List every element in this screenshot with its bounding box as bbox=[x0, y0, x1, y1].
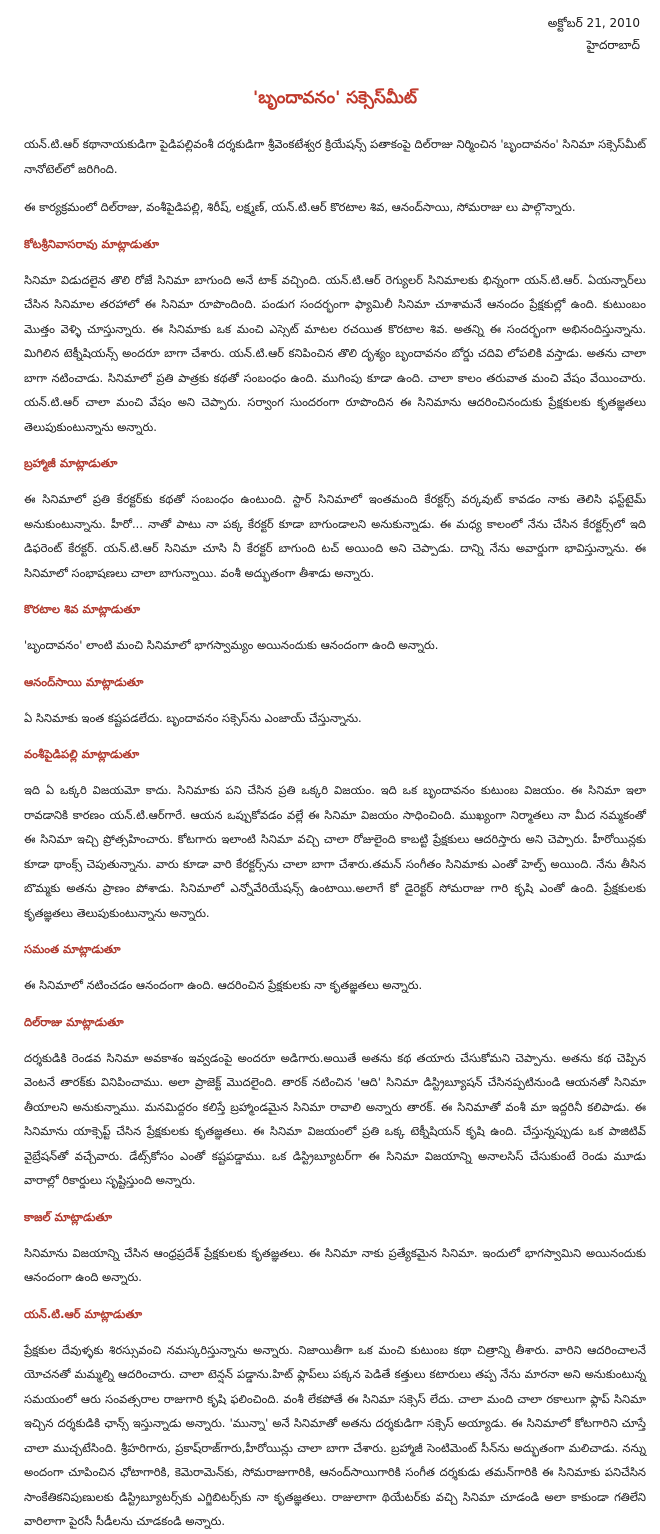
speech-section bbox=[24, 1304, 646, 1534]
speech-section bbox=[24, 132, 646, 220]
speech-section bbox=[24, 1012, 646, 1193]
body-paragraph: ఏ సినిమాకు ఇంత కష్టపడలేదు. బృందావనం సక్సెస్‌ను ఎంజాయ్ చేస్తున్నాను. bbox=[24, 710, 362, 725]
body-paragraph: సినిమాను విజయాన్ని చేసిన ఆంధ్రప్రదేశ్ ప్రేక్షకులకు కృతజ్ఞతలు. ఈ సినిమా నాకు ప్రత్యేకమైన సినిమా. ఇందులో భాగస్వామిని అయినందుకు ఆనందంగా ఉంది అన్నారు. bbox=[24, 1245, 646, 1284]
body-paragraph: ఈ సినిమాలో నటించడం ఆనందంగా ఉంది. ఆదరించిన ప్రేక్షకులకు నా కృతజ్ఞతలు అన్నారు. bbox=[24, 978, 423, 992]
speech-section bbox=[24, 939, 646, 998]
speech-section bbox=[24, 453, 646, 585]
speaker-heading: బ్రహ్మాజీ మాట్లాడుతూ bbox=[24, 456, 118, 470]
body-paragraph: ఇది ఏ ఒక్కరి విజయమో కాదు. సినిమాకు పని చేసిన ప్రతి ఒక్కరి విజయం. ఇది ఒక బృందావనం కుటుంబ విజయం. ఈ సినిమా ఇలా రావడానికి కారణం యన్.టి.ఆర్‌గారే. ఆయన ఒప్పుకోవడం వల్లే ఈ సినిమా విజయం సాధించింది. ముఖ్యంగా నిర్మాతలు నా మీద నమ్మకంతో ఈ సినిమా ఇచ్చి ప్రోత్సహించారు. కోటగారు ఇలాంటి సినిమా వచ్చి చాలా రోజులైంది కాబట్టి ప్రేక్షకులు ఆదరిస్తారు అని చెప్పారు. హీరోయిన్లకు కూడా థాంక్స్ చెపుతున్నాను. వారు కూడా వారి కేరక్టర్స్‌ను చాలా బాగా చేశారు.తమన్ సంగీతం సినిమాకు ఎంతో హెల్ప్ అయింది. నేను తీసిన బొమ్మకు అతను ప్రాణం పోశాడు. సినిమాలో ఎన్నోవేరియేషన్స్ ఉంటాయి.అలాగే కో డైరెక్టర్ సోమరాజు గారి కృషి ఎంతో ఉంది. ప్రేక్షకులకు కృతజ్ఞతలు తెలుపుకుంటున్నాను అన్నారు. bbox=[24, 783, 646, 920]
body-paragraph: ఈ కార్యక్రమంలో దిల్‌రాజు, వంశీపైడిపల్లి, శిరీష్, లక్ష్మణ్, యన్.టి.ఆర్ కొరటాల శివ, ఆనంద్‌సాయి, సోమరాజు లు పాల్గొన్నారు. bbox=[24, 200, 576, 214]
dateline bbox=[24, 12, 646, 56]
body-paragraph: దర్శకుడికి రెండవ సినిమా అవకాశం ఇవ్వడంపై అందరూ అడిగారు.అయితే అతను కథ తయారు చేసుకోమని చెప్పాను. అతను కథ చెప్పిన వెంటనే తారక్‌కు వినిపించాము. అలా ప్రాజెక్ట్ మొదలైంది. తారక్ నటించిన 'ఆది' సినిమా డిస్ట్రిబ్యూషన్ చేసినప్పటినుండి ఆయనతో సినిమా తీయాలని అనుకున్నాము. మనమిద్దరం కలిస్తే బ్రహ్మాండమైన సినిమా రావాలి అన్నారు తారక్. ఈ సినిమాతో వంశీ మా ఇద్దరినీ కలిపాడు. ఈ సినిమాను యాక్సెప్ట్ చేసిన ప్రేక్షకులకు కృతజ్ఞతలు. ఈ సినిమా విజయంలో ప్రతి ఒక్క టెక్నీషియన్ కృషి ఉంది. చేస్తున్నప్పుడు ఒక పాజిటివ్ వైబ్రేషన్‌తో వచ్చేవారు. డేట్స్‌కోసం ఎంతో కష్టపడ్డాము. ఒక డిస్ట్రిబ్యూటర్‌గా ఈ సినిమా విజయాన్ని అనాలసిస్ చేసుకుంటే రెండు మూడు వారాల్లో రికార్డులు సృష్టిస్తుంది అన్నారు. bbox=[24, 1050, 646, 1187]
speech-section bbox=[24, 599, 646, 658]
body-paragraph: యన్.టి.ఆర్ కథానాయకుడిగా పైడిపల్లివంశీ దర్శకుడిగా శ్రీవెంకటేశ్వర క్రియేషన్స్ పతాకంపై దిల్‌రాజు నిర్మించిన 'బృందావనం' సినిమా సక్సెస్‌మీట్ నానోటెల్‌లో జరిగింది. bbox=[24, 137, 646, 176]
speaker-heading: కొరటాల శివ మాట్లాడుతూ bbox=[24, 602, 141, 616]
speaker-heading: వంశీపైడిపల్లి మాట్లాడుతూ bbox=[24, 747, 140, 761]
speaker-heading: కోటశ్రీనివాసరావు మాట్లాడుతూ bbox=[24, 236, 160, 251]
body-paragraph: ప్రేక్షకుల దేవుళ్ళకు శిరస్సువంచి నమస్కరిస్తున్నాను అన్నారు. నిజాయితీగా ఒక మంచి కుటుంబ కథా చిత్రాన్ని తీశారు. వారిని ఆదరించాలనే యోచనతో మమ్మల్ని ఆదరించారు. చాలా టెన్షన్ పడ్డాను.హిట్ ఫ్లాప్‌లు పక్కన పెడితే కత్తులు కటారులు తప్ప నేను మారనా అని అనుకుంటున్న సమయంలో ఆరు సంవత్సరాల రాజుగారి కృషి ఫలించింది. వంశీ లేకపోతే ఈ సినిమా సక్సెస్ లేదు. చాలా మంది చాలా రకాలుగా ఫ్లాప్ సినిమా ఇచ్చిన దర్శకుడికి ఛాన్స్ ఇస్తున్నాడు అన్నారు. 'మున్నా' అనే సినిమాతో అతను దర్శకుడిగా సక్సెస్ అయ్యాడు. ఈ సినిమాలో కోటగారిని చూస్తే చాలా ముచ్చటేసింది. శ్రీహరిగారు, ప్రకాష్‌రాజ్‌గారు,హీరోయిన్లు చాలా బాగా చేశారు. బ్రహ్మాజీ సెంటిమెంట్ సీన్‌ను అద్భుతంగా మలిచాడు. నన్ను అందంగా చూపించిన ఛోటాగారికి, కెమెరామెన్‌కు, సోమరాజుగారికి, ఆనంద్‌సాయిగారికి సంగీత దర్శకుడు తమన్‌గారికి ఈ సినిమాకు పనిచేసిన సాంకేతికనిపుణులకు డిస్ట్రిబ్యూటర్స్‌కు ఎగ్జిబిటర్స్‌కు నా కృతజ్ఞతలు. రాజులాగా థియేటర్‌కు వచ్చి సినిమా చూడండి అలా కాకుండా గతిలేని వారిలాగా పైరసీ సీడీలను చూడకండి అన్నారు. bbox=[24, 1342, 646, 1528]
body-paragraph: 'బృందావనం' లాంటి మంచి సినిమాలో భాగస్వామ్యం అయినందుకు ఆనందంగా ఉంది అన్నారు. bbox=[24, 638, 439, 652]
page-title: 'బృందావనం' సక్సెస్‌మీట్ bbox=[252, 88, 417, 108]
speaker-heading: సమంత మాట్లాడుతూ bbox=[24, 942, 121, 956]
body-paragraph: సినిమా విడుదలైన తొలి రోజే సినిమా బాగుంది అనే టాక్ వచ్చింది. యన్.టి.ఆర్ రెగ్యులర్ సినిమాలకు భిన్నంగా యన్.టి.ఆర్. ఏయన్నార్‌లు చేసిన సినిమాల తరహాలో ఈ సినిమా రూపొందింది. పండుగ సందర్భంగా ఫ్యామిలీ సినిమా చూశామనే ఆనందం ప్రేక్షకుల్లో ఉంది. కుటుంబం మొత్తం వెళ్ళి చూస్తున్నారు. ఈ సినిమాకు ఒక మంచి ఎస్సెట్ మాటల రచయిత కొరటాల శివ. అతన్ని ఈ సందర్భంగా అభినందిస్తున్నాను. మిగిలిన టెక్నీషియన్స్ అందరూ బాగా చేశారు. యన్.టి.ఆర్ కనిపించిన తొలి దృశ్యం బృందావనం బోర్డు చదివి లోపలికి వస్తాడు. అతను చాలా బాగా నటించాడు. సినిమాలో ప్రతి పాత్రకు కథతో సంబంధం ఉంది. ముగింపు కూడా ఉంది. చాలా కాలం తరువాత మంచి వేషం వేయించారు. యన్.టి.ఆర్ చాలా మంచి వేషం అని చెప్పారు. సర్వాంగ సుందరంగా రూపొందిన ఈ సినిమాను ఆదరించినందుకు ప్రేక్షకులకు కృతజ్ఞతలు తెలుపుకుంటున్నాను అన్నారు. bbox=[24, 272, 646, 434]
speech-section bbox=[24, 672, 646, 731]
speaker-heading: కాజల్ మాట్లాడుతూ bbox=[24, 1209, 113, 1224]
speaker-heading: యన్.టి.ఆర్ మాట్లాడుతూ bbox=[24, 1306, 143, 1321]
speech-section bbox=[24, 744, 646, 925]
speaker-heading: ఆనంద్‌సాయి మాట్లాడుతూ bbox=[24, 674, 144, 689]
speech-section bbox=[24, 234, 646, 440]
place-text: హైదరాబాద్ bbox=[586, 38, 640, 52]
date-text: అక్టోబర్ 21, 2010 bbox=[547, 16, 640, 30]
article-body bbox=[24, 132, 646, 1534]
body-paragraph: ఈ సినిమాలో ప్రతి కేరక్టర్‌కు కథతో సంబంధం ఉంటుంది. స్టార్ సినిమాలో ఇంతమంది కేరక్టర్స్ వర్కవుట్ కావడం నాకు తెలిసి ఫస్ట్‌టైమ్ అనుకుంటున్నాను. హీరో... నాతో పాటు నా పక్క కేరక్టర్ కూడా బాగుండాలని అనుకున్నాడు. ఈ మధ్య కాలంలో నేను చేసిన కేరక్టర్స్‌లో ఇది డిఫరెంట్ కేరక్టర్. యన్.టి.ఆర్ సినిమా చూసి నీ కేరక్టర్ బాగుంది టచ్ అయింది అని చెప్పాడు. దాన్ని నేను అవార్డుగా భావిస్తున్నాను. ఈ సినిమాలో సంభాషణలు చాలా బాగున్నాయి. వంశీ అద్భుతంగా తీశాడు అన్నారు. bbox=[24, 492, 646, 580]
speech-section bbox=[24, 1207, 646, 1290]
speaker-heading: దిల్‌రాజు మాట్లాడుతూ bbox=[24, 1014, 124, 1029]
